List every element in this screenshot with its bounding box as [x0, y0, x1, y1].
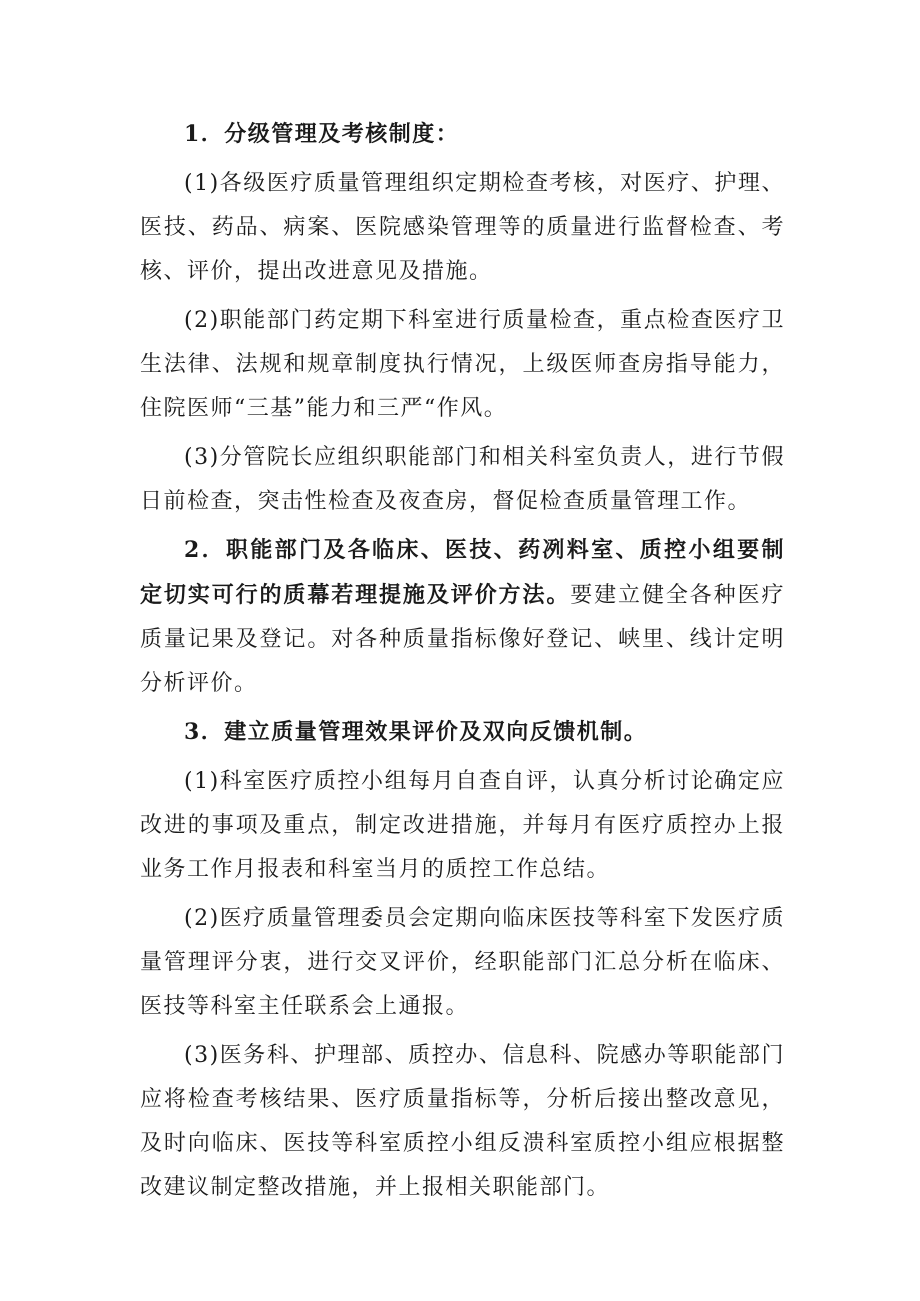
- paragraph: [140, 896, 785, 1029]
- paragraph-text: (1)科室医疗质控小组每月自查自评，认真分析讨论确定应改进的事项及重点，制定改进措施，并每月有医疗质控办上报业务工作月报表和科室当月的质控工作总结。: [140, 769, 785, 882]
- paragraph: [140, 759, 785, 892]
- paragraph-text: (2)职能部门药定期下科室进行质量检查，重点检查医疗卫生法律、法规和规章制度执行情况，上级医师查房指导能力，住院医师“三基”能力和三严“作风。: [140, 308, 785, 421]
- paragraph: [140, 435, 785, 524]
- heading-2: 2．职能部门及各临床、医技、药冽料室、质控小组要制定切实可行的质幕若理提施及评价方法。: [140, 537, 785, 608]
- document-page: [140, 112, 785, 1210]
- paragraph-text: (3)医务科、护理部、质控办、信息科、院感办等职能部门应将检查考核结果、医疗质量指标等，分析后接出整改意见，及时向临床、医技等科室质控小组反溃科室质控小组应根据整改建议制定整改措施，并上报相关职能部门。: [140, 1043, 785, 1200]
- paragraph: [140, 298, 785, 431]
- heading-3: 3．建立质量管理效果评价及双向反馈机制。: [184, 719, 648, 745]
- heading-1: 1．分级管理及考核制度：: [184, 121, 460, 147]
- paragraph-text: (3)分管院长应组织职能部门和相关科室负责人，进行节假日前检查，突击性检查及夜查房，督促检查质量管理工作。: [140, 445, 785, 514]
- paragraph-text: 要建立健全各种医疗质量记果及登记。对各种质量指标像好登记、峡里、线计定明分析评价。: [140, 583, 785, 696]
- paragraph-text: (1)各级医疗质量管理组织定期检查考核，对医疗、护理、医技、药品、病案、医院感染管理等的质量进行监督检查、考核、评价，提出改进意见及措施。: [140, 171, 785, 284]
- paragraph: [140, 112, 785, 157]
- paragraph: [140, 161, 785, 294]
- paragraph: [140, 528, 785, 706]
- paragraph: [140, 710, 785, 755]
- paragraph: [140, 1033, 785, 1210]
- paragraph-text: (2)医疗质量管理委员会定期向临床医技等科室下发医疗质量管理评分衷，进行交叉评价，经职能部门汇总分析在临床、医技等科室主任联系会上通报。: [140, 906, 785, 1019]
